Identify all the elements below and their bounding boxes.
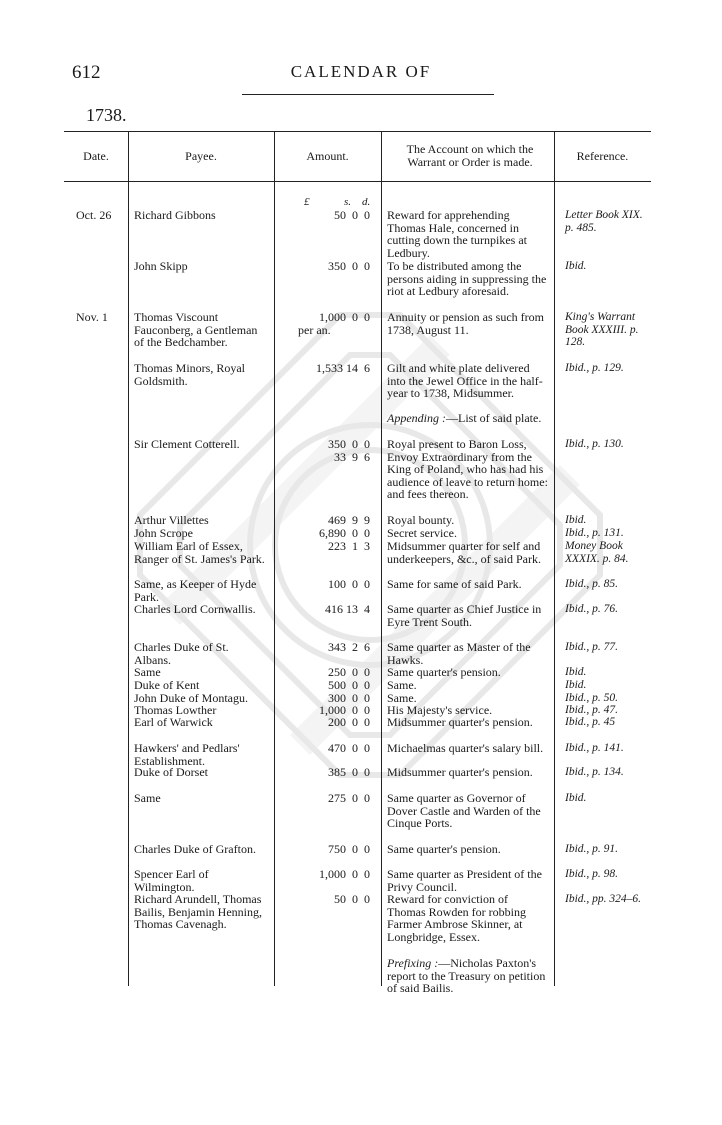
- entry-account-note: [387, 412, 548, 425]
- entry-reference: Ibid., p. 45: [565, 716, 616, 728]
- table-header-rule: [64, 181, 651, 182]
- entry-payee: Same, as Keeper of Hyde Park.: [134, 577, 257, 604]
- entry-amount: 50 0 0: [334, 208, 370, 222]
- entry-reference: Ibid.: [565, 666, 587, 678]
- entry-amount: 6,890 0 0: [319, 526, 370, 540]
- entry-reference: Ibid., p. 47.: [565, 704, 619, 716]
- page-number: 612: [72, 62, 101, 83]
- entry-account: Reward for apprehending Thomas Hale, concerned in cutting down the turnpikes at Ledbury.: [387, 208, 527, 260]
- entry-amount: 416 13 4: [325, 602, 370, 616]
- entry-reference: Ibid.: [565, 679, 587, 691]
- unit-shillings: s.: [344, 196, 352, 208]
- table-top-rule: [64, 131, 651, 132]
- entry-payee: Earl of Warwick: [134, 715, 213, 729]
- entry-payee: Hawkers' and Pedlars' Establishment.: [134, 741, 240, 768]
- entry-reference: Ibid., pp. 324–6.: [565, 893, 642, 905]
- entry-account-note: [387, 957, 548, 995]
- entry-reference: King's Warrant Book XXXIII. p. 128.: [565, 311, 639, 348]
- entry-date: Nov. 1: [76, 310, 108, 324]
- entry-amount: 500 0 0: [328, 678, 370, 692]
- entry-payee: Thomas Lowther: [134, 703, 217, 717]
- entry-reference: Ibid., p. 91.: [565, 843, 619, 855]
- entry-payee: Same: [134, 665, 161, 679]
- entry-payee: Thomas Minors, Royal Goldsmith.: [134, 361, 245, 388]
- unit-pounds: £: [304, 196, 310, 208]
- entry-account: Midsummer quarter's pension.: [387, 715, 533, 729]
- entry-payee: John Duke of Montagu.: [134, 691, 248, 705]
- entry-reference: Ibid.: [565, 792, 587, 804]
- entry-amount: 1,000 0 0: [319, 310, 370, 324]
- entry-account: Reward for conviction of Thomas Rowden for robbing Farmer Ambrose Skinner, at Longbridge, Essex.: [387, 892, 526, 944]
- entry-amount: 223 1 3: [328, 539, 370, 553]
- entry-reference: Ibid., p. 76.: [565, 603, 619, 615]
- column-header-amount: Amount.: [306, 149, 349, 163]
- entry-amount: 750 0 0: [328, 842, 370, 856]
- unit-pence: d.: [362, 196, 371, 208]
- entry-reference: Ibid.: [565, 260, 587, 272]
- entry-account: Same.: [387, 691, 417, 705]
- entry-amount-fees: 33 9 6: [334, 450, 370, 464]
- entry-payee: Richard Gibbons: [134, 208, 216, 222]
- entry-reference: Ibid., p. 129.: [565, 362, 624, 374]
- entry-amount: 250 0 0: [328, 665, 370, 679]
- entry-payee: Duke of Dorset: [134, 765, 208, 779]
- column-header-reference: Reference.: [576, 149, 629, 163]
- column-header-date: Date.: [83, 149, 109, 163]
- entry-amount: 343 2 6: [328, 640, 370, 654]
- entry-amount-note: per an.: [298, 323, 331, 337]
- entry-amount: 1,533 14 6: [316, 361, 370, 375]
- entry-payee: Richard Arundell, Thomas Bailis, Benjamin Henning, Thomas Cavenagh.: [134, 892, 262, 931]
- entry-payee: Spencer Earl of Wilmington.: [134, 867, 209, 894]
- entry-amount: 469 9 9: [328, 513, 370, 527]
- entry-account: Midsummer quarter's pension.: [387, 765, 533, 779]
- entry-account: Secret service.: [387, 526, 457, 540]
- entry-payee: Charles Duke of Grafton.: [134, 842, 256, 856]
- entry-account: Same quarter as Master of the Hawks.: [387, 640, 531, 667]
- column-divider: [554, 131, 555, 986]
- note-label: Appending :: [387, 411, 446, 425]
- entry-amount: 350 0 0: [328, 437, 370, 451]
- note-text: —List of said plate.: [446, 411, 542, 425]
- entry-amount: 50 0 0: [334, 892, 370, 906]
- entry-account: Same for same of said Park.: [387, 577, 522, 591]
- entry-payee: William Earl of Essex, Ranger of St. James's Park.: [134, 539, 265, 566]
- column-divider: [128, 131, 129, 986]
- entry-account: Same quarter as President of the Privy Council.: [387, 867, 542, 894]
- entry-account: Midsummer quarter for self and underkeepers, &c., of said Park.: [387, 539, 541, 566]
- entry-reference: Ibid., p. 85.: [565, 578, 619, 590]
- entry-account: Same quarter's pension.: [387, 842, 501, 856]
- entry-payee: Charles Lord Cornwallis.: [134, 602, 256, 616]
- column-header-payee: Payee.: [185, 149, 217, 163]
- entry-reference: Ibid., p. 77.: [565, 641, 619, 653]
- entry-reference: Ibid., p. 131.: [565, 527, 624, 539]
- entry-amount: 1,000 0 0: [319, 703, 370, 717]
- entry-account: Royal present to Baron Loss, Envoy Extraordinary from the King of Poland, who has had his audience of leave to return home: and fees thereon.: [387, 437, 548, 501]
- entry-payee: Charles Duke of St. Albans.: [134, 640, 229, 667]
- running-head-rule: [242, 94, 494, 95]
- column-header-account: The Account on which the Warrant or Order is made.: [406, 142, 534, 169]
- entry-account: His Majesty's service.: [387, 703, 493, 717]
- entry-account: Same quarter as Governor of Dover Castle and Warden of the Cinque Ports.: [387, 791, 541, 830]
- entry-amount: 350 0 0: [328, 259, 370, 273]
- entry-account: Michaelmas quarter's salary bill.: [387, 741, 544, 755]
- entry-reference: Ibid., p. 98.: [565, 868, 619, 880]
- entry-account: Same quarter as Chief Justice in Eyre Trent South.: [387, 602, 542, 629]
- entry-account: Gilt and white plate delivered into the Jewel Office in the half-year to 1738, Midsummer.: [387, 361, 543, 400]
- entry-amount: 300 0 0: [328, 691, 370, 705]
- note-label: Prefixing :: [387, 956, 439, 970]
- entry-account: Annuity or pension as such from 1738, August 11.: [387, 310, 544, 337]
- entry-payee: Sir Clement Cotterell.: [134, 437, 240, 451]
- year-heading: 1738.: [86, 105, 127, 125]
- entry-payee: Same: [134, 791, 161, 805]
- entry-amount: 470 0 0: [328, 741, 370, 755]
- entry-payee: Thomas Viscount Fauconberg, a Gentleman of the Bedchamber.: [134, 310, 258, 349]
- entry-payee: John Scrope: [134, 526, 193, 540]
- entry-reference: Money Book XXXIX. p. 84.: [565, 540, 629, 565]
- entry-reference: Ibid., p. 130.: [565, 438, 624, 450]
- entry-payee: John Skipp: [134, 259, 188, 273]
- entry-payee: Duke of Kent: [134, 678, 200, 692]
- running-head: CALENDAR OF: [290, 62, 432, 81]
- entry-amount: 100 0 0: [328, 577, 370, 591]
- column-divider: [274, 131, 275, 986]
- entry-amount: 385 0 0: [328, 765, 370, 779]
- entry-reference: Ibid., p. 50.: [565, 692, 619, 704]
- entry-account: To be distributed among the persons aiding in suppressing the riot at Ledbury aforesaid.: [387, 259, 547, 298]
- entry-account: Same quarter's pension.: [387, 665, 501, 679]
- entry-amount: 1,000 0 0: [319, 867, 370, 881]
- entry-reference: Ibid., p. 134.: [565, 766, 624, 778]
- entry-amount: 200 0 0: [328, 715, 370, 729]
- entry-amount: 275 0 0: [328, 791, 370, 805]
- entry-reference: Letter Book XIX. p. 485.: [565, 209, 643, 234]
- entry-reference: Ibid., p. 141.: [565, 742, 624, 754]
- note-text: —Nicholas Paxton's report to the Treasury on petition of said Bailis.: [387, 956, 546, 995]
- entry-date: Oct. 26: [76, 208, 112, 222]
- entry-payee: Arthur Villettes: [134, 513, 209, 527]
- entry-account: Royal bounty.: [387, 513, 455, 527]
- entry-account: Same.: [387, 678, 417, 692]
- column-divider: [381, 131, 382, 986]
- entry-reference: Ibid.: [565, 514, 587, 526]
